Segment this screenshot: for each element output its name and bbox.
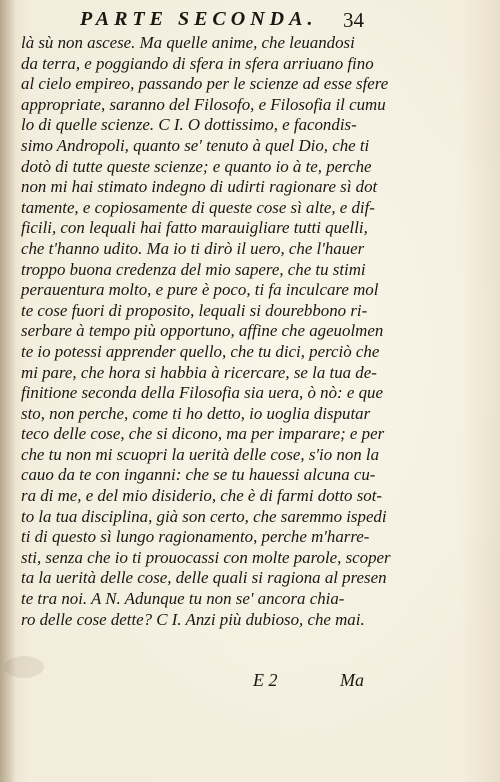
text-line: cauo da te con inganni: che se tu hauessi alcuna cu-	[21, 465, 376, 485]
text-line: to la tua disciplina, già son certo, che saremmo ispedi	[21, 506, 387, 526]
text-line: te tra noi. A N. Adunque tu non se' ancora chia-	[21, 589, 345, 609]
text-line: ra di me, e del mio disiderio, che è di farmi dotto sot-	[21, 486, 383, 506]
text-line: al cielo empireo, passando per le scienze ad esse sfere	[21, 74, 389, 94]
text-line: appropriate, saranno del Filosofo, e Filosofia il cumu	[21, 94, 386, 114]
catchword: Ma	[340, 670, 364, 690]
text-line: dotò di tutte queste scienze; e quanto io à te, perche	[21, 156, 372, 176]
text-line: tamente, e copiosamente di queste cose sì alte, e dif-	[21, 197, 375, 217]
text-line: simo Andropoli, quanto se' tenuto à quel Dio, che ti	[21, 135, 370, 155]
page-number: 34	[343, 8, 364, 32]
text-line: ro delle cose dette? C I. Anzi più dubioso, che mai.	[21, 609, 365, 629]
text-line: ficili, con lequali hai fatto marauigliare tutti quelli,	[21, 218, 368, 238]
text-line: da terra, e poggiando di sfera in sfera arriuano fino	[21, 53, 374, 73]
running-head	[0, 8, 500, 32]
text-line: finitione seconda della Filosofia sia uera, ò nò: e que	[21, 383, 383, 403]
text-line: teco delle cose, che si dicono, ma per imparare; e per	[21, 424, 385, 444]
text-line: te cose fuori di proposito, lequali si dourebbono ri-	[21, 300, 368, 320]
signature-mark: E 2	[253, 670, 278, 690]
text-line: mi pare, che hora si habbia à ricercare, se la tua de-	[21, 362, 377, 382]
text-line: te io potessi apprender quello, che tu dici, perciò che	[21, 341, 380, 361]
text-line: là sù non ascese. Ma quelle anime, che leuandosi	[21, 33, 355, 52]
text-line: sto, non perche, come ti ho detto, io uoglia disputar	[21, 403, 371, 423]
text-line: troppo buona credenza del mio sapere, che tu stimi	[21, 259, 366, 279]
body-text	[21, 33, 476, 630]
text-line: lo di quelle scienze. C I. O dottissimo, e facondis-	[21, 115, 357, 135]
paper-stain	[4, 656, 44, 678]
text-line: che t'hanno udito. Ma io ti dirò il uero, che l'hauer	[21, 238, 365, 258]
text-line: ta la uerità delle cose, delle quali si ragiona al presen	[21, 568, 387, 588]
text-line: serbare à tempo più opportuno, affine che ageuolmen	[21, 321, 384, 341]
running-title: PARTE SECONDA.	[80, 8, 318, 30]
text-line: ti di questo sì lungo ragionamento, perche m'harre-	[21, 527, 370, 547]
text-line: sti, senza che io ti prouocassi con molte parole, scoper	[21, 547, 391, 567]
text-line: non mi hai stimato indegno di udirti ragionare sì dot	[21, 177, 378, 197]
text-line: che tu non mi scuopri la uerità delle cose, s'io non la	[21, 444, 380, 464]
text-line: perauentura molto, e pure è poco, ti fa inculcare mol	[21, 280, 379, 300]
